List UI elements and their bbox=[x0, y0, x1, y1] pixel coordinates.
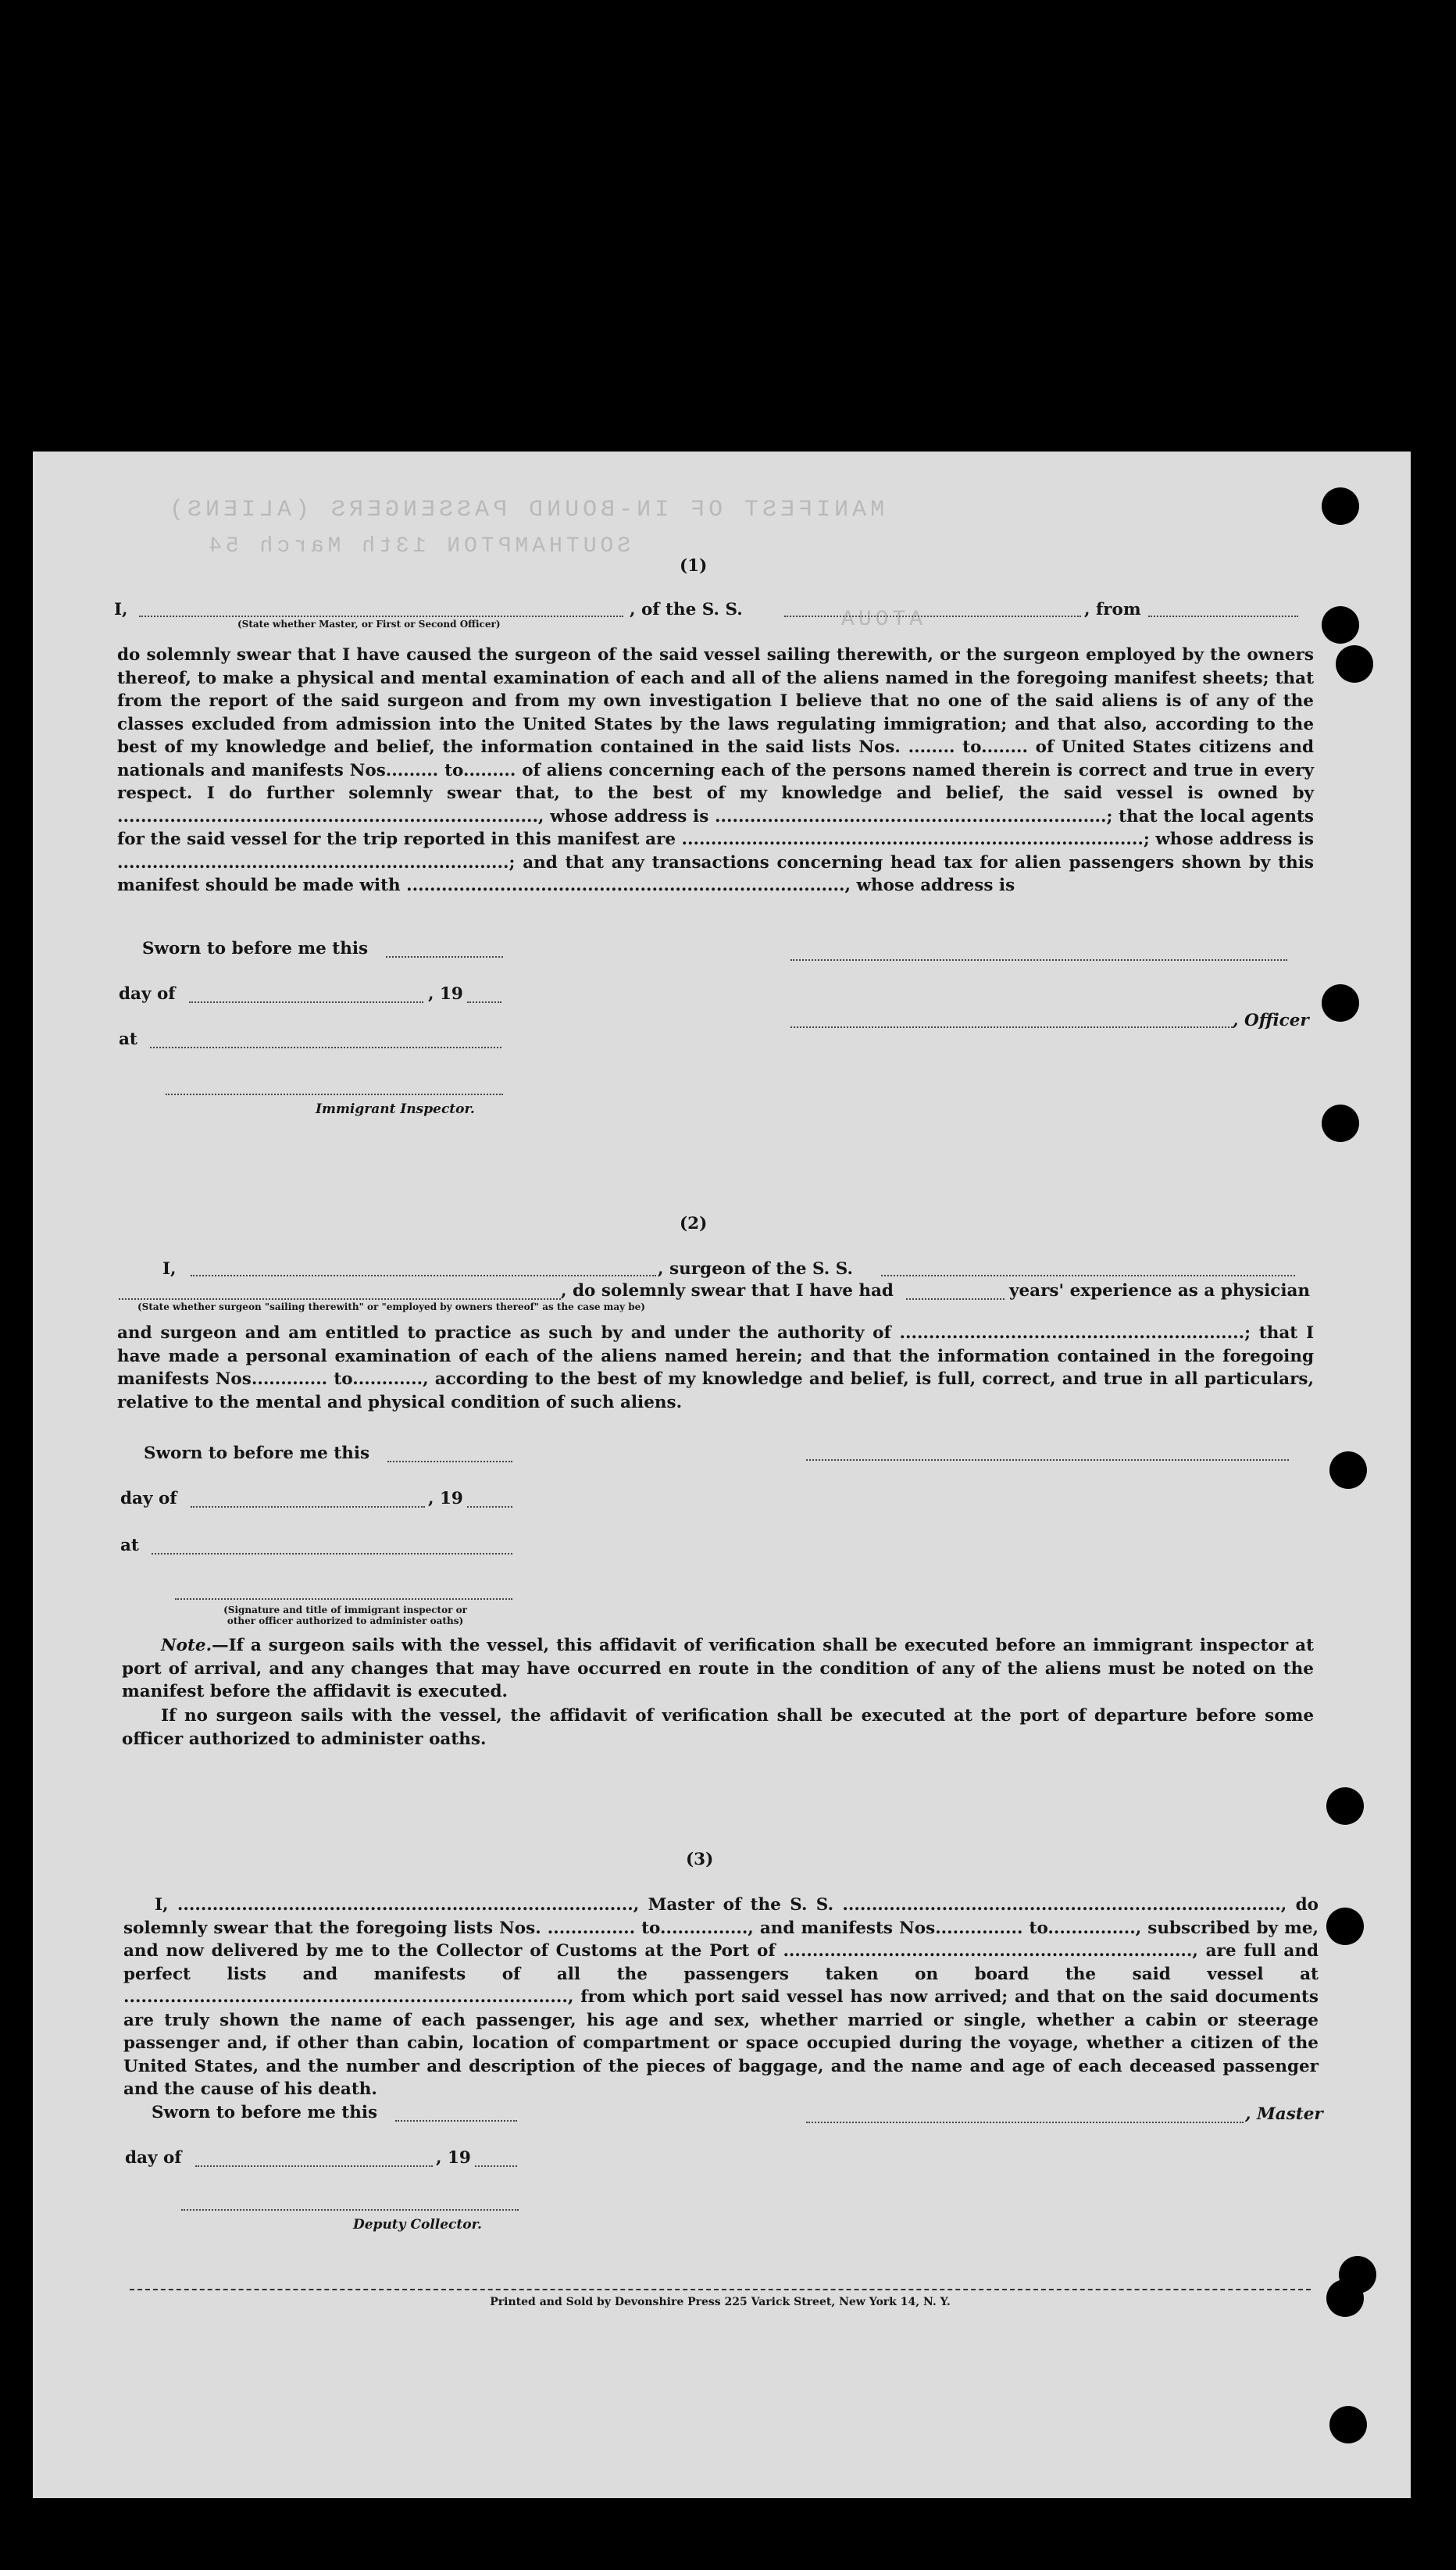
section3-collector-signature[interactable] bbox=[181, 2209, 519, 2211]
section2-i: I, bbox=[162, 1259, 177, 1279]
punch-hole bbox=[1322, 606, 1359, 644]
section2-note-text: —If a surgeon sails with the vessel, this affidavit of verification shall be executed before an immigrant inspector at port of arrival, and any changes that may have occurred en route in the condition of any of the aliens must be noted on the manifest before the affidavit is executed. bbox=[122, 1636, 1314, 1701]
section2-vessel-field[interactable] bbox=[881, 1275, 1295, 1276]
section2-at-label: at bbox=[120, 1536, 139, 1555]
section2-note-label: Note. bbox=[161, 1636, 212, 1655]
section2-at-field[interactable] bbox=[152, 1553, 512, 1554]
section3-year-field[interactable] bbox=[475, 2165, 517, 2167]
section1-vessel-field[interactable] bbox=[784, 616, 1081, 617]
section1-day-field[interactable] bbox=[189, 1001, 423, 1003]
section1-year-label: , 19 bbox=[428, 984, 463, 1004]
section2-surgeon-of-ss: , surgeon of the S. S. bbox=[658, 1259, 853, 1279]
section1-oath-text: do solemnly swear that I have caused the surgeon of the said vessel sailing therewith, or the surgeon employed by the owners thereof, to make a physical and mental examination of each and all of the aliens named in the foregoing manifest sheets; that from the report of the said surgeon and from my own investigation I believe that no one of the said aliens is of any of the classes excluded from admission into the United States by the laws regulating immigration; and that also, according to the best of my knowledge and belief, the information contained in the said lists Nos. ........ to........ of United States citizens and nationals and manifests Nos......... to......... of aliens concerning each of the persons named therein is correct and true in every respect. I do further solemnly swear that, to the best of my knowledge and belief, the said vessel is owned by ........................................................................, whose address is ...................................................................; that the local agents for the said vessel for the trip reported in this manifest are ...............................................................................; whose address is ...................................................................; and that any transactions concerning head tax for alien passengers shown by this manifest should be made with ..........................................................................., whose address is bbox=[117, 645, 1314, 895]
section2-signature-caption-2: other officer authorized to administer oaths) bbox=[227, 1615, 464, 1626]
section1-of-ss: , of the S. S. bbox=[630, 600, 743, 619]
section1-inspector-label: Immigrant Inspector. bbox=[316, 1101, 475, 1117]
section2-inspector-signature[interactable] bbox=[175, 1598, 512, 1600]
section3-day-of-label: day of bbox=[125, 2148, 182, 2168]
section1-heading: (1) bbox=[680, 556, 708, 576]
section2-years-text: years' experience as a physician bbox=[1009, 1281, 1311, 1301]
section2-year-label: , 19 bbox=[428, 1489, 463, 1508]
document-page bbox=[33, 452, 1411, 2498]
section1-officer-signature[interactable] bbox=[790, 1026, 1233, 1028]
section2-sworn-label: Sworn to before me this bbox=[144, 1444, 370, 1463]
section1-from: , from bbox=[1084, 600, 1141, 619]
section2-years-field[interactable] bbox=[906, 1298, 1005, 1300]
section2-year-field[interactable] bbox=[467, 1506, 512, 1508]
section2-surgeon-caption: (State whether surgeon "sailing therewith" or "employed by owners thereof" as the case may be) bbox=[137, 1301, 645, 1312]
punch-hole bbox=[1326, 2279, 1364, 2317]
section3-day-field[interactable] bbox=[195, 2165, 433, 2167]
section2-day-of-label: day of bbox=[120, 1489, 177, 1508]
punch-hole bbox=[1322, 984, 1359, 1022]
section1-year-field[interactable] bbox=[467, 1001, 501, 1003]
punch-hole bbox=[1336, 645, 1373, 683]
section2-name-field[interactable] bbox=[191, 1275, 656, 1276]
section2-swear-text: , do solemnly swear that I have had bbox=[561, 1281, 894, 1301]
section3-sworn-field[interactable] bbox=[395, 2120, 517, 2122]
section1-officer-caption: (State whether Master, or First or Second Officer) bbox=[237, 619, 501, 630]
section2-sworn-field[interactable] bbox=[387, 1461, 512, 1462]
section2-sailing-field[interactable] bbox=[119, 1298, 561, 1300]
section2-surgeon-signature[interactable] bbox=[806, 1459, 1289, 1461]
section2-note-2: If no surgeon sails with the vessel, the affidavit of verification shall be executed at the port of departure before some officer authorized to administer oaths. bbox=[122, 1706, 1314, 1749]
section2-heading: (2) bbox=[680, 1214, 708, 1233]
bleed-through-title: MANIFEST OF IN-BOUND PASSENGERS (ALIENS) bbox=[166, 497, 885, 523]
bleed-through-vessel: ATOUA bbox=[837, 608, 923, 632]
section3-master-label: , Master bbox=[1245, 2104, 1323, 2124]
section1-officer-label: , Officer bbox=[1233, 1011, 1309, 1030]
bleed-through-port: SOUTHAMPTON 13th March 54 bbox=[205, 534, 631, 559]
section1-name-field[interactable] bbox=[139, 616, 623, 617]
punch-hole bbox=[1329, 1451, 1367, 1489]
section1-at-label: at bbox=[119, 1030, 137, 1049]
section1-i: I, bbox=[114, 600, 128, 619]
punch-hole bbox=[1322, 1105, 1359, 1142]
section3-year-label: , 19 bbox=[436, 2148, 471, 2168]
section2-signature-caption-1: (Signature and title of immigrant inspector or bbox=[223, 1604, 467, 1615]
punch-hole bbox=[1329, 2406, 1367, 2443]
section1-officer-line-a[interactable] bbox=[790, 959, 1287, 961]
section1-at-field[interactable] bbox=[150, 1047, 501, 1048]
section3-collector-label: Deputy Collector. bbox=[353, 2217, 482, 2233]
section1-sworn-label: Sworn to before me this bbox=[142, 939, 369, 958]
section3-sworn-label: Sworn to before me this bbox=[152, 2103, 378, 2122]
section1-day-of-label: day of bbox=[119, 984, 176, 1004]
footer-rule bbox=[130, 2289, 1311, 2290]
footer-printer: Printed and Sold by Devonshire Press 225 Varick Street, New York 14, N. Y. bbox=[490, 2296, 951, 2308]
section1-from-field[interactable] bbox=[1148, 616, 1298, 617]
section3-heading: (3) bbox=[686, 1850, 714, 1869]
punch-hole bbox=[1326, 1908, 1364, 1945]
section2-oath-text: and surgeon and am entitled to practice as such by and under the authority of ...........................................................; that I have made a personal examination of each of the aliens named herein; and that the information contained in the foregoing manifests Nos............. to............, according to the best of my knowledge and belief, is full, correct, and true in all particulars, relative to the mental and physical condition of such aliens. bbox=[117, 1323, 1314, 1412]
section2-day-field[interactable] bbox=[191, 1506, 425, 1508]
section3-master-signature[interactable] bbox=[806, 2122, 1244, 2123]
punch-hole bbox=[1322, 487, 1359, 525]
punch-hole bbox=[1326, 1787, 1364, 1825]
section2-note bbox=[122, 1634, 1314, 1704]
section1-sworn-field[interactable] bbox=[386, 956, 503, 958]
section1-inspector-signature[interactable] bbox=[166, 1094, 503, 1095]
section3-oath-text: I, .............................................................................., Master of the S. S. ..........................................................................., do solemnly swear that the foregoing lists Nos. ............... to..............., and manifests Nos............... to..............., subscribed by me, and now delivered by me to the Collector of Customs at the Port of ......................................................................, are full and perfect lists and manifests of all the passengers taken on board the said vessel at ............................................................................, from which port said vessel has now arrived; and that on the said documents are truly shown the name of each passenger, his age and sex, whether married or single, whether a cabin or steerage passenger and, if other than cabin, location of compartment or space occupied during the voyage, whether a citizen of the United States, and the number and description of the pieces of baggage, and the name and age of each deceased passenger and the cause of his death. bbox=[123, 1895, 1319, 2099]
